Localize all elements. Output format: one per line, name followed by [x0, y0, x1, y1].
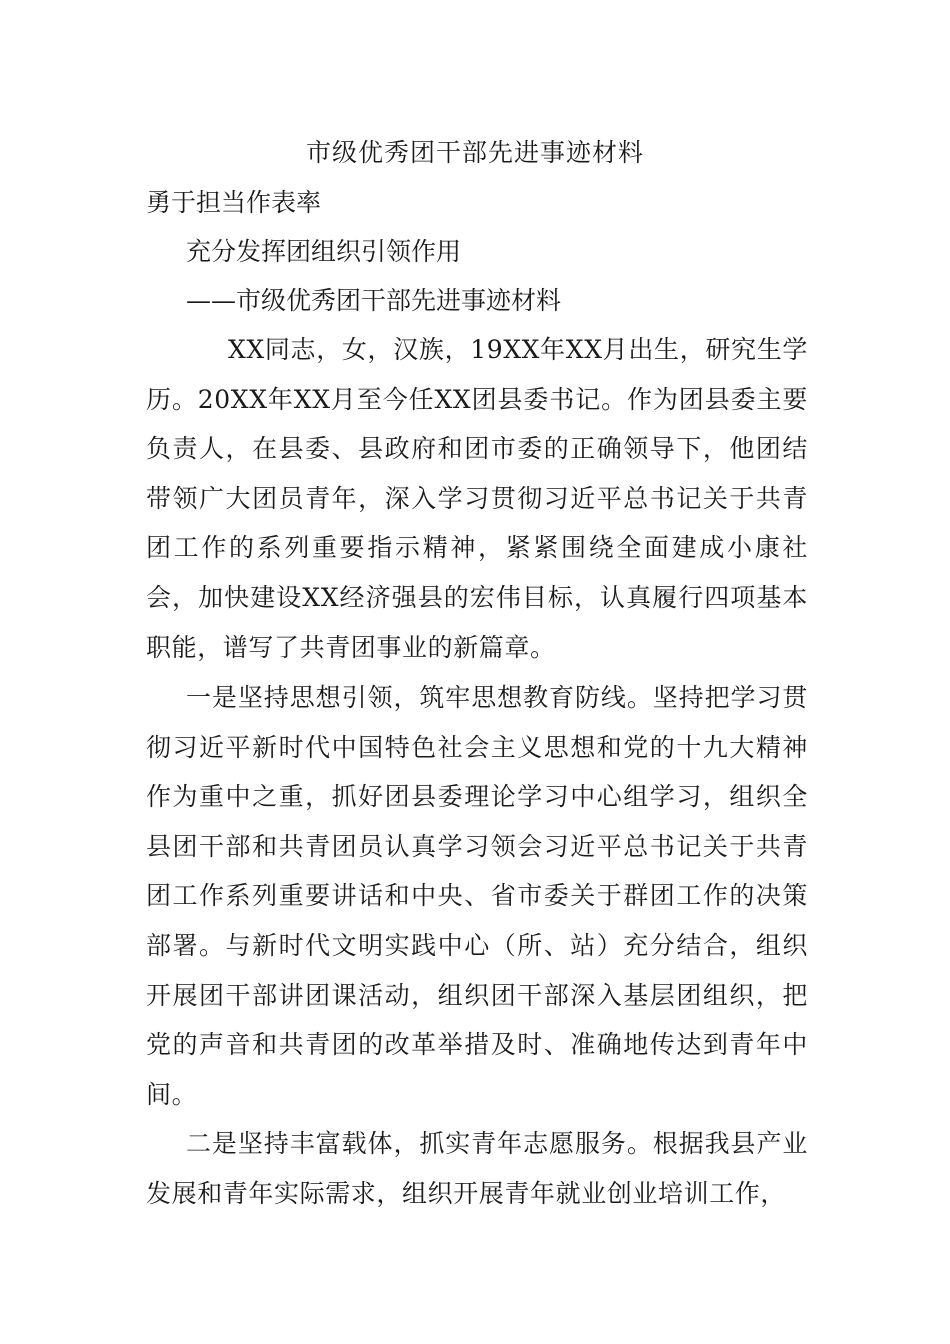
paragraph-intro: XX同志，女，汉族，19XX年XX月出生，研究生学历。20XX年XX月至今任XX团县委书记。作为团县委主要负责人，在县委、县政府和团市委的正确领导下，他团结带领广大团员青年，深入学习贯彻习近平总书记关于共青团工作的系列重要指示精神，紧紧围绕全面建成小康社会，加快建设XX经济强县的宏伟目标，认真履行四项基本职能，谱写了共青团事业的新篇章。: [146, 335, 808, 662]
paragraph-volunteer-service: 二是坚持丰富载体，抓实青年志愿服务。根据我县产业发展和青年实际需求，组织开展青年就业创业培训工作，: [146, 1129, 808, 1208]
subtitle-line-3: ——市级优秀团干部先进事迹材料: [186, 286, 562, 315]
paragraph-thought-leadership: 一是坚持思想引领，筑牢思想教育防线。坚持把学习贯彻习近平新时代中国特色社会主义思想和党的十九大精神作为重中之重，抓好团县委理论学习中心组学习，组织全县团干部和共青团员认真学习领会习近平总书记关于共青团工作系列重要讲话和中央、省市委关于群团工作的决策部署。与新时代文明实践中心（所、站）充分结合，组织开展团干部讲团课活动，组织团干部深入基层团组织，把党的声音和共青团的改革举措及时、准确地传达到青年中间。: [146, 683, 808, 1109]
subtitle-line-1: 勇于担当作表率: [146, 188, 322, 217]
subtitle-line-2: 充分发挥团组织引领作用: [186, 237, 462, 266]
document-title: 市级优秀团干部先进事迹材料: [305, 138, 644, 167]
